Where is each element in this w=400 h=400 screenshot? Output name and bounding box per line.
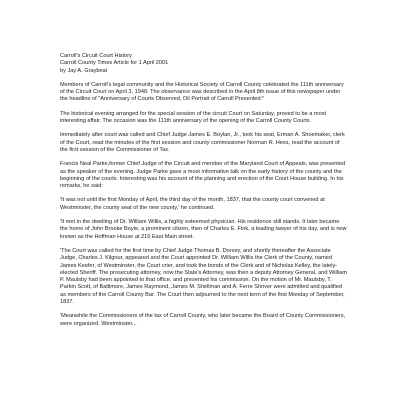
paragraph-7: 'The Court was called for the first time by Chief Judge Thomas B. Dorsey, and shortly thereafter the Associate Judge, Charles J. Kilgour, appeared and the Court appointed Dr. William Willis the Clerk of the County, named James Keefer, of Westminster, the Court crier, and took the bonds of the Clerk and of Nicholas Kelley, the lately-elected Sheriff. The prosecuting attorney, now the State's Attorney, was then a deputy Attorney General, and William P. Maulsby had been appointed to that office, and presented his commission. On the motion of Mr. Maulsby, T. Parkin Scott, of Baltimore, James Raymond, James M. Shellman and A. Ferre Shriver were admitted and qualified as members of the Carroll County Bar. The Court then adjourned to the next term of the first Monday of September, 1837. [60,247,348,306]
article-byline: by Jay A. Graybeal [60,67,107,74]
article-title: Carroll's Circuit Court History [60,53,132,59]
paragraph-5: 'It was not until the first Monday of April, the third day of the month, 1837, that the county court convened at Westminster, the county seat of the new county,' he continued. [60,197,325,211]
article-source: Carroll County Times Article for 1 April 2001 [60,60,169,67]
article-header [60,53,348,75]
paragraph-2: The historical evening arranged for the special session of the circuit Court on Saturday, proved to be a most interesting affair. The occasion was the 111th anniversary of the opening of the Carroll County Courts. [60,110,327,125]
paragraph-6: 'It met in the dwelling of Dr. William Willis, a highly esteemed physician. His residence still stands. It later became the home of John Brooke Boyle, a prominent citizen, then of Charles E. Fink, a leading lawyer of his day, and is now known as the Hoffman House at 216 East Main street. [60,219,347,240]
paragraph-3: Immediately after court was called and Chief Judge James E. Boylan, Jr., took his seat, Erman A. Shoemaker, clerk of the Court, read the minutes of the first session and county commissioner Norman R. Hess, read the account of the first session of the Commissioner of Tax. [60,132,345,153]
article-body [60,53,348,335]
paragraph-4: Francis Neal Parke,former Chief Judge of the Circuit and member of the Maryland Court of Appeals, was presented as the speaker of the evening. Judge Parke gave a most informative talk on the early history of the county and the beginning of the courts. Interesting was his account of the planning and erection of the Court House building. In his remarks, he said: [60,161,346,190]
paragraph-1: Members of Carroll's legal community and the Historical Society of Carroll County celebrated the 111th anniversary of the Circuit Court on April 3, 1948. The observance was described in the April 8th issue of this newspaper under the headline of "Anniversary of Courts Observed, Oil Portrait of Carroll Presented:" [60,81,344,103]
paragraph-8: 'Meanwhile the Commissioners of the tax of Carroll County, who later became the Board of County Commissioners, were organized. Westminster... [60,313,346,327]
